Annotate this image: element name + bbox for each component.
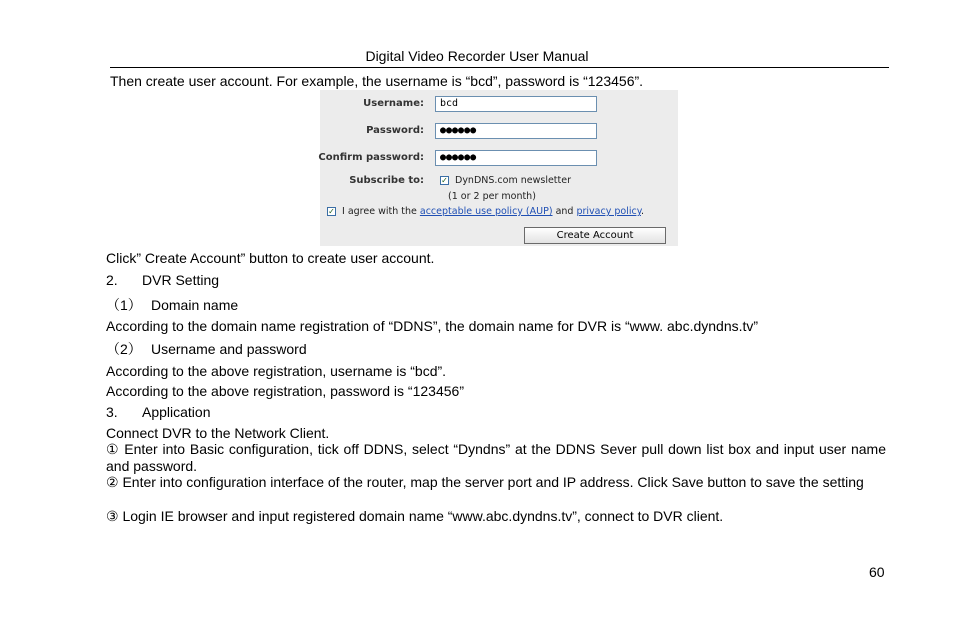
password-field[interactable]: ●●●●●● — [435, 123, 597, 139]
privacy-policy-link[interactable]: privacy policy — [576, 206, 641, 217]
password-text: According to the above registration, password is “123456” — [106, 383, 464, 399]
username-field[interactable]: bcd — [435, 96, 597, 112]
agree-and: and — [555, 206, 574, 217]
page-number: 60 — [869, 564, 885, 580]
header-rule — [110, 67, 889, 68]
subsection-title: Domain name — [151, 297, 239, 313]
section-dvr-setting — [106, 272, 219, 289]
section-title: Application — [142, 404, 211, 420]
section-title: DVR Setting — [142, 272, 220, 288]
newsletter-checkbox[interactable]: ✓ — [441, 176, 448, 185]
username-text: According to the above registration, username is “bcd”. — [106, 363, 447, 379]
section-number: 3. — [106, 404, 118, 420]
click-instruction: Click” Create Account” button to create user account. — [106, 250, 435, 266]
application-intro: Connect DVR to the Network Client. — [106, 425, 330, 441]
confirm-password-label: Confirm password: — [318, 152, 424, 163]
agree-text — [342, 206, 644, 217]
subsection-number: （1） — [106, 297, 142, 313]
intro-text: Then create user account. For example, the username is “bcd”, password is “123456”. — [110, 73, 644, 89]
subscribe-label: Subscribe to: — [349, 175, 424, 186]
step-2: ② Enter into configuration interface of the router, map the server port and IP address. Click Save button to save the setting — [106, 474, 864, 490]
page-header-title: Digital Video Recorder User Manual — [365, 48, 589, 64]
subsection-title: Username and password — [151, 341, 307, 357]
create-account-button[interactable]: Create Account — [524, 227, 666, 244]
agree-checkbox[interactable]: ✓ — [328, 207, 335, 216]
aup-link[interactable]: acceptable use policy (AUP) — [419, 206, 553, 217]
step-1: ① Enter into Basic configuration, tick off DDNS, select “Dyndns” at the DDNS Sever pull down list box and input user name and password. — [106, 441, 886, 474]
step-3: ③ Login IE browser and input registered domain name “www.abc.dyndns.tv”, connect to DVR client. — [106, 508, 724, 524]
newsletter-text: DynDNS.com newsletter — [455, 175, 572, 186]
password-label: Password: — [366, 125, 424, 136]
subsection-number: （2） — [106, 341, 142, 357]
confirm-password-field[interactable]: ●●●●●● — [435, 150, 597, 166]
subsection-domain-name — [106, 297, 238, 314]
newsletter-frequency: (1 or 2 per month) — [448, 191, 536, 202]
section-application — [106, 404, 211, 421]
username-label: Username: — [363, 98, 424, 109]
domain-name-text: According to the domain name registration of “DDNS”, the domain name for DVR is “www. abc.dyndns.tv” — [106, 318, 759, 334]
account-form-screenshot — [320, 90, 678, 246]
agree-prefix: I agree with the — [342, 206, 417, 217]
agree-suffix: . — [640, 206, 644, 217]
section-number: 2. — [106, 272, 118, 288]
subsection-username-password — [106, 341, 307, 358]
